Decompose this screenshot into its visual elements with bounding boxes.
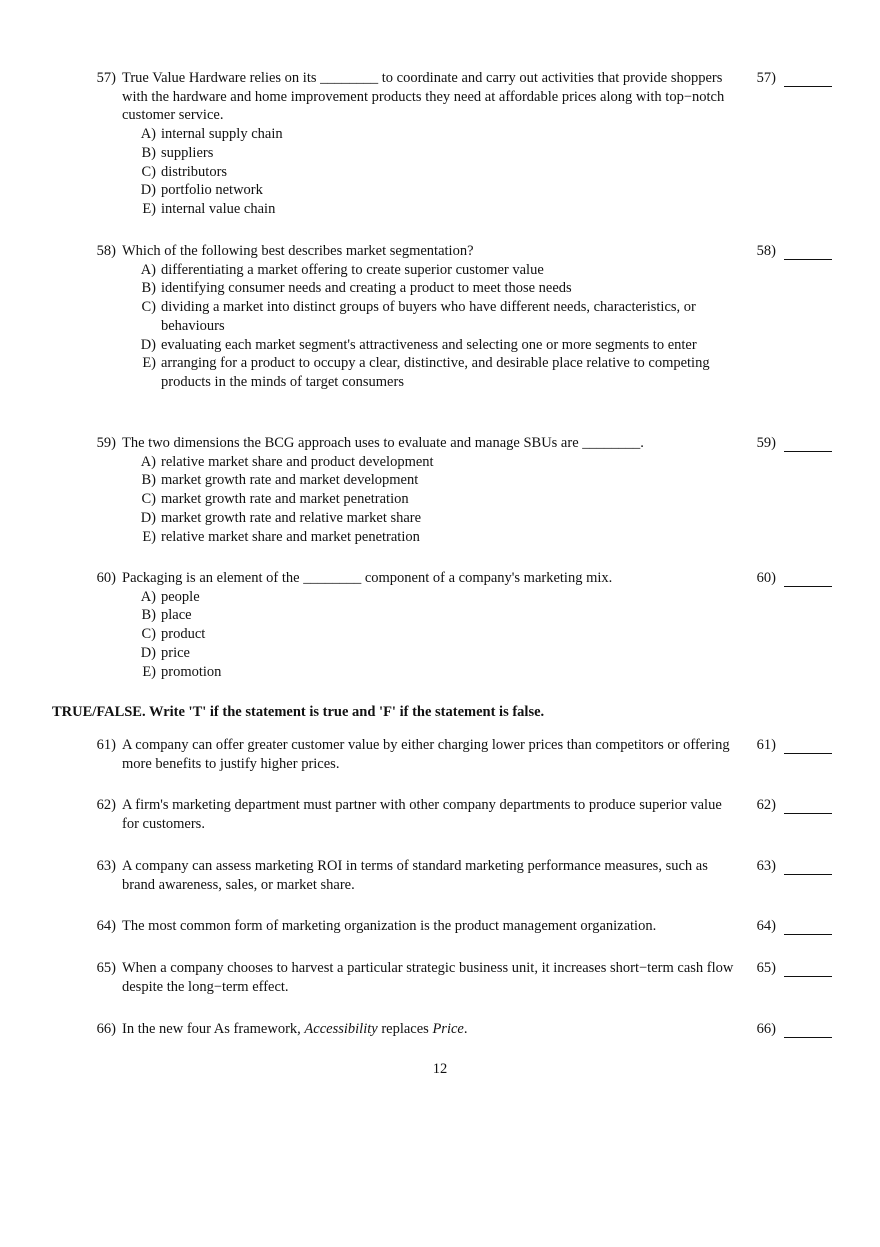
question-number: 57) [96,70,116,86]
answer-blank-64[interactable] [754,918,832,935]
option-list [134,261,830,392]
option-e: E) promotion [142,663,222,680]
option-a: A) relative market share and product development [140,453,434,470]
answer-blank-57[interactable] [754,70,832,87]
answer-label: 65) [756,960,776,976]
question-text: When a company chooses to harvest a particular strategic business unit, it increases short−term cash flow despite the long−term effect. [122,960,734,995]
answer-blank-65[interactable] [754,960,832,977]
answer-line[interactable] [784,243,832,260]
question-number: 59) [96,435,116,451]
option-c: C) market growth rate and market penetration [141,491,409,508]
question-number: 65) [96,960,116,976]
answer-label: 64) [756,918,776,934]
answer-label: 57) [756,70,776,86]
option-list [134,125,830,219]
answer-line[interactable] [784,960,832,977]
section-heading-true-false: TRUE/FALSE. Write 'T' if the statement is true and 'F' if the statement is false. [52,704,545,720]
option-c: C) product [141,626,206,643]
question-text: A company can assess marketing ROI in terms of standard marketing performance measures, such as brand awareness, sales, or market share. [122,858,708,893]
option-b: B) market growth rate and market development [141,472,419,489]
question-number: 61) [96,737,116,753]
question-number: 60) [96,570,116,586]
option-a: A) people [140,588,200,605]
answer-blank-61[interactable] [754,737,832,754]
italic-term: Price [432,1021,464,1037]
question-61 [90,736,830,773]
option-b: B) place [141,607,192,624]
answer-blank-58[interactable] [754,243,832,260]
question-number: 66) [96,1021,116,1037]
answer-line[interactable] [784,570,832,587]
question-text: The most common form of marketing organization is the product management organization. [122,918,657,934]
question-text: A firm's marketing department must partner with other company departments to produce superior value for customers. [122,797,722,832]
answer-label: 58) [756,243,776,259]
option-b: B) suppliers [141,144,214,161]
question-text: In the new four As framework, Accessibility replaces Price. [122,1021,468,1037]
option-d: D) evaluating each market segment's attractiveness and selecting one or more segments to enter [140,336,697,353]
option-c: C) distributors [141,163,228,180]
answer-blank-60[interactable] [754,570,832,587]
option-d: D) market growth rate and relative market share [140,509,422,526]
answer-line[interactable] [784,797,832,814]
question-text: Packaging is an element of the ________ component of a company's marketing mix. [122,570,613,586]
question-57 [90,69,830,219]
option-e: E) relative market share and market penetration [142,528,420,545]
option-a: A) internal supply chain [140,126,283,143]
question-text: Which of the following best describes market segmentation? [122,243,474,259]
page-number: 12 [432,1061,448,1077]
question-66 [90,1020,830,1039]
answer-line[interactable] [784,858,832,875]
option-c: C) dividing a market into distinct groups of buyers who have different needs, characteristics, or behaviours [141,299,696,334]
option-a: A) differentiating a market offering to create superior customer value [140,261,544,278]
question-number: 58) [96,243,116,259]
answer-blank-63[interactable] [754,858,832,875]
question-number: 62) [96,797,116,813]
answer-label: 66) [756,1021,776,1037]
answer-line[interactable] [784,918,832,935]
option-d: D) portfolio network [140,182,263,199]
question-number: 64) [96,918,116,934]
option-list [134,453,830,547]
question-62 [90,796,830,833]
option-list [134,588,830,682]
question-64 [90,917,830,936]
italic-term: Accessibility [304,1021,378,1037]
answer-line[interactable] [784,1021,832,1038]
option-b: B) identifying consumer needs and creating a product to meet those needs [141,280,572,297]
question-60 [90,569,830,681]
answer-label: 60) [756,570,776,586]
answer-line[interactable] [784,70,832,87]
question-number: 63) [96,858,116,874]
question-58 [90,242,830,392]
question-63 [90,857,830,894]
answer-label: 61) [756,737,776,753]
answer-blank-62[interactable] [754,797,832,814]
answer-label: 59) [756,435,776,451]
option-e: E) internal value chain [142,200,276,217]
answer-label: 63) [756,858,776,874]
question-text: True Value Hardware relies on its ________ to coordinate and carry out activities that provide shoppers with the hardware and home improvement products they need at affordable prices along with top−notch customer service. [122,70,725,124]
question-65 [90,959,830,996]
option-e: E) arranging for a product to occupy a clear, distinctive, and desirable place relative to competing products in the minds of target consumers [142,355,710,390]
answer-line[interactable] [784,435,832,452]
answer-line[interactable] [784,737,832,754]
option-d: D) price [140,644,190,661]
answer-blank-59[interactable] [754,435,832,452]
question-text: A company can offer greater customer value by either charging lower prices than competitors or offering more benefits to justify higher prices. [122,737,730,772]
question-59 [90,434,830,546]
answer-label: 62) [756,797,776,813]
answer-blank-66[interactable] [754,1021,832,1038]
question-text: The two dimensions the BCG approach uses to evaluate and manage SBUs are ________. [122,435,644,451]
